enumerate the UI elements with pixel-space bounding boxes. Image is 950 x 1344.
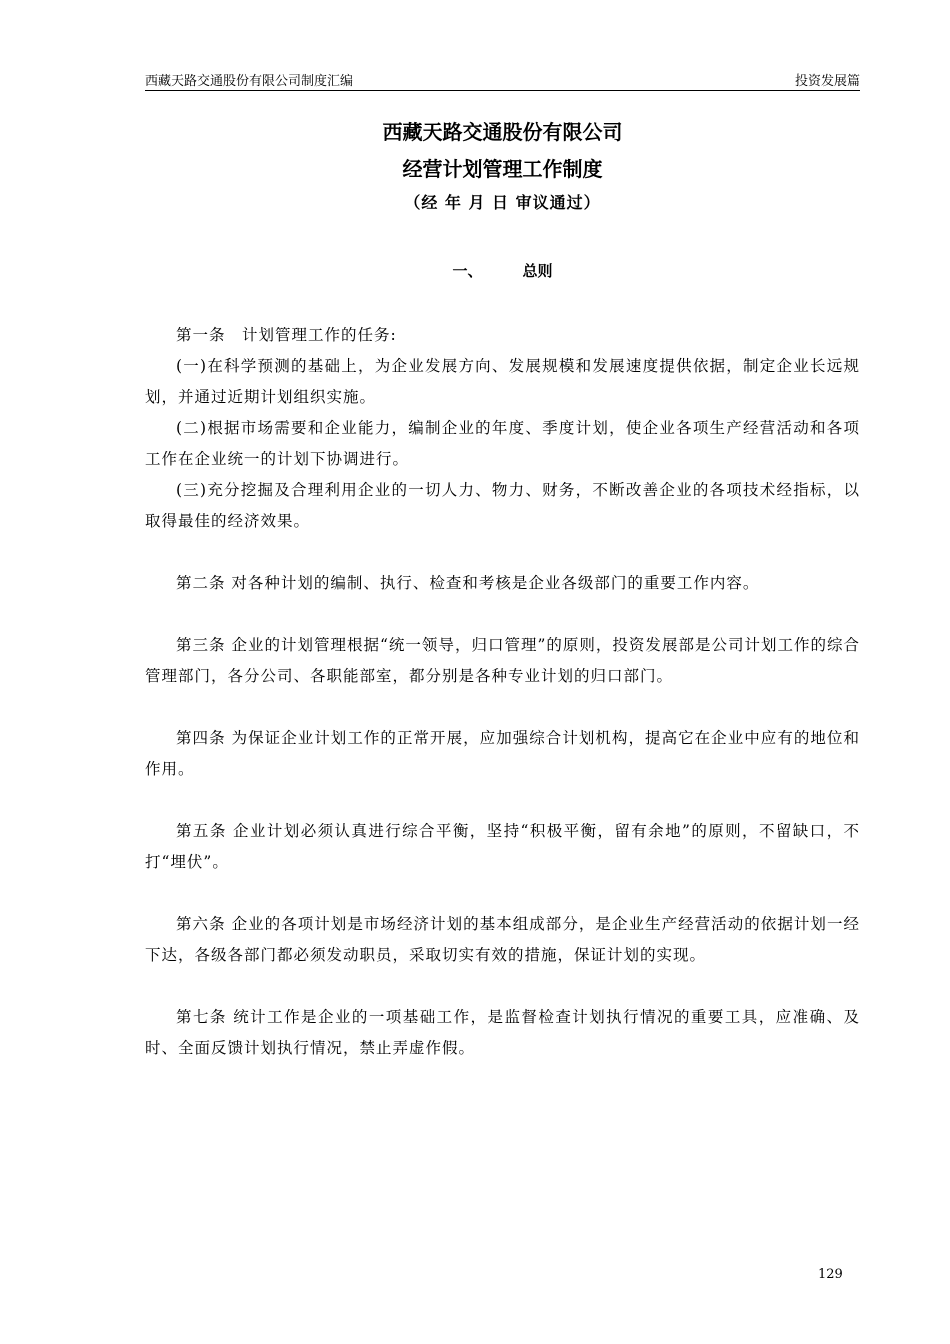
section-title: 总则 [522, 262, 553, 280]
page-number: 129 [818, 1267, 843, 1282]
article-1: 第一条 计划管理工作的任务: [176, 326, 397, 344]
article-1-item-2: (二)根据市场需要和企业能力，编制企业的年度、季度计划，使企业各项生产经营活动和各项工作在企业统一的计划下协调进行。 [145, 419, 860, 468]
article-3: 第三条 企业的计划管理根据“统一领导，归口管理”的原则，投资发展部是公司计划工作的综合管理部门，各分公司、各职能部室，都分别是各种专业计划的归口部门。 [145, 636, 860, 685]
article-1-item-1: (一)在科学预测的基础上，为企业发展方向、发展规模和发展速度提供依据，制定企业长远规划，并通过近期计划组织实施。 [145, 357, 860, 406]
document-title-name: 经营计划管理工作制度 [402, 157, 603, 181]
article-4: 第四条 为保证企业计划工作的正常开展，应加强综合计划机构，提高它在企业中应有的地位和作用。 [145, 729, 860, 778]
header-section-name: 投资发展篇 [794, 74, 860, 89]
article-1-item-3: (三)充分挖掘及合理利用企业的一切人力、物力、财务，不断改善企业的各项技术经指标，以取得最佳的经济效果。 [145, 481, 860, 530]
article-6: 第六条 企业的各项计划是市场经济计划的基本组成部分，是企业生产经营活动的依据计划一经下达，各级各部门都必须发动职员，采取切实有效的措施，保证计划的实现。 [145, 915, 860, 964]
section-heading [145, 260, 860, 281]
section-number: 一、 [452, 262, 483, 280]
page-header [145, 68, 860, 91]
article-5: 第五条 企业计划必须认真进行综合平衡，坚持“积极平衡，留有余地”的原则，不留缺口，不打“埋伏”。 [145, 822, 860, 871]
document-body [145, 320, 860, 1064]
article-2: 第二条 对各种计划的编制、执行、检查和考核是企业各级部门的重要工作内容。 [176, 574, 760, 592]
article-7: 第七条 统计工作是企业的一项基础工作，是监督检查计划执行情况的重要工具，应准确、及时、全面反馈计划执行情况，禁止弄虚作假。 [145, 1008, 860, 1057]
document-approval-note: （经 年 月 日 审议通过） [404, 193, 601, 212]
document-title-company: 西藏天路交通股份有限公司 [382, 120, 623, 144]
header-company-name: 西藏天路交通股份有限公司制度汇编 [145, 74, 354, 89]
